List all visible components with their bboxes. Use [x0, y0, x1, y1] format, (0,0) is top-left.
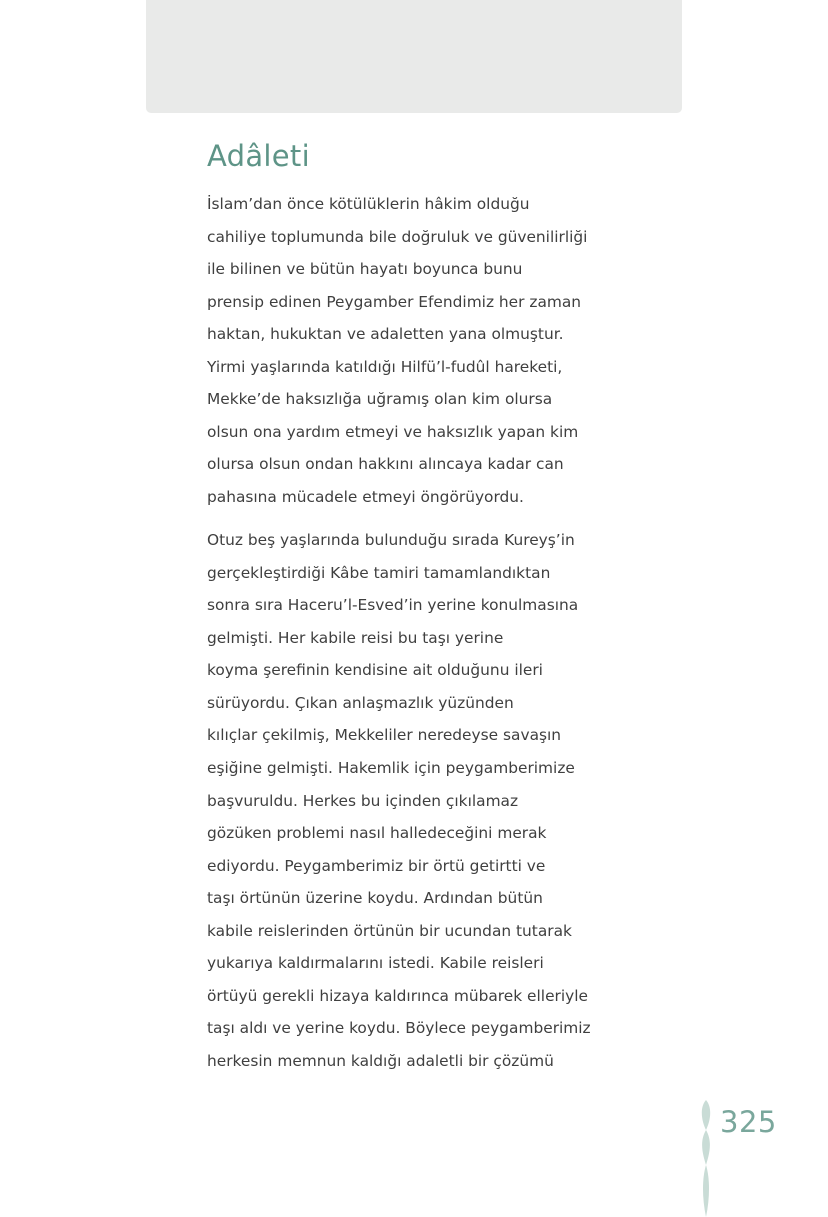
paragraph-2-line: taşı örtünün üzerine koydu. Ardından bütün [207, 889, 543, 907]
section-title: Adâleti [207, 139, 310, 173]
paragraph-2-line: kılıçlar çekilmiş, Mekkeliler neredeyse savaşın [207, 726, 562, 744]
paragraph-1-line: prensip edinen Peygamber Efendimiz her zaman [207, 293, 582, 311]
paragraph-1-line: olsun ona yardım etmeyi ve haksızlık yapan kim [207, 423, 579, 441]
paragraph-1-line: pahasına mücadele etmeyi öngörüyordu. [207, 488, 524, 506]
paragraph-1-line: haktan, hukuktan ve adaletten yana olmuştur. [207, 325, 564, 343]
paragraph-2-line: örtüyü gerekli hizaya kaldırınca mübarek elleriyle [207, 987, 589, 1005]
header-image-placeholder [146, 0, 682, 113]
paragraph-2-line: başvuruldu. Herkes bu içinden çıkılamaz [207, 792, 519, 810]
paragraph-2-line: gelmişti. Her kabile reisi bu taşı yerine [207, 629, 504, 647]
page-number: 325 [720, 1105, 777, 1139]
paragraph-2-line: taşı aldı ve yerine koydu. Böylece peygamberimiz [207, 1019, 591, 1037]
paragraph-1-line: ile bilinen ve bütün hayatı boyunca bunu [207, 260, 523, 278]
paragraph-2-line: gerçekleştirdiği Kâbe tamiri tamamlandıktan [207, 564, 551, 582]
paragraph-2-line: kabile reislerinden örtünün bir ucundan tutarak [207, 922, 572, 940]
paragraph-1-line: İslam’dan önce kötülüklerin hâkim olduğu [207, 195, 530, 213]
paragraph-2-line: koyma şerefinin kendisine ait olduğunu ileri [207, 661, 543, 679]
paragraph-2-line: sürüyordu. Çıkan anlaşmazlık yüzünden [207, 694, 514, 712]
paragraph-2-line: yukarıya kaldırmalarını istedi. Kabile reisleri [207, 954, 544, 972]
paragraph-2-line: herkesin memnun kaldığı adaletli bir çözümü [207, 1052, 554, 1070]
paragraph-1-line: Mekke’de haksızlığa uğramış olan kim olursa [207, 390, 553, 408]
paragraph-2-line: gözüken problemi nasıl halledeceğini merak [207, 824, 547, 842]
page-ornament-icon [693, 1100, 719, 1217]
paragraph-2-line: sonra sıra Haceru’l-Esved’in yerine konulmasına [207, 596, 579, 614]
paragraph-1-line: Yirmi yaşlarında katıldığı Hilfü’l-fudûl hareketi, [207, 358, 563, 376]
paragraph-2-line: Otuz beş yaşlarında bulunduğu sırada Kureyş’in [207, 531, 575, 549]
paragraph-1-line: cahiliye toplumunda bile doğruluk ve güvenilirliği [207, 228, 588, 246]
paragraph-1-line: olursa olsun ondan hakkını alıncaya kadar can [207, 455, 564, 473]
paragraph-2-line: ediyordu. Peygamberimiz bir örtü getirtti ve [207, 857, 546, 875]
paragraph-2-line: eşiğine gelmişti. Hakemlik için peygamberimize [207, 759, 575, 777]
